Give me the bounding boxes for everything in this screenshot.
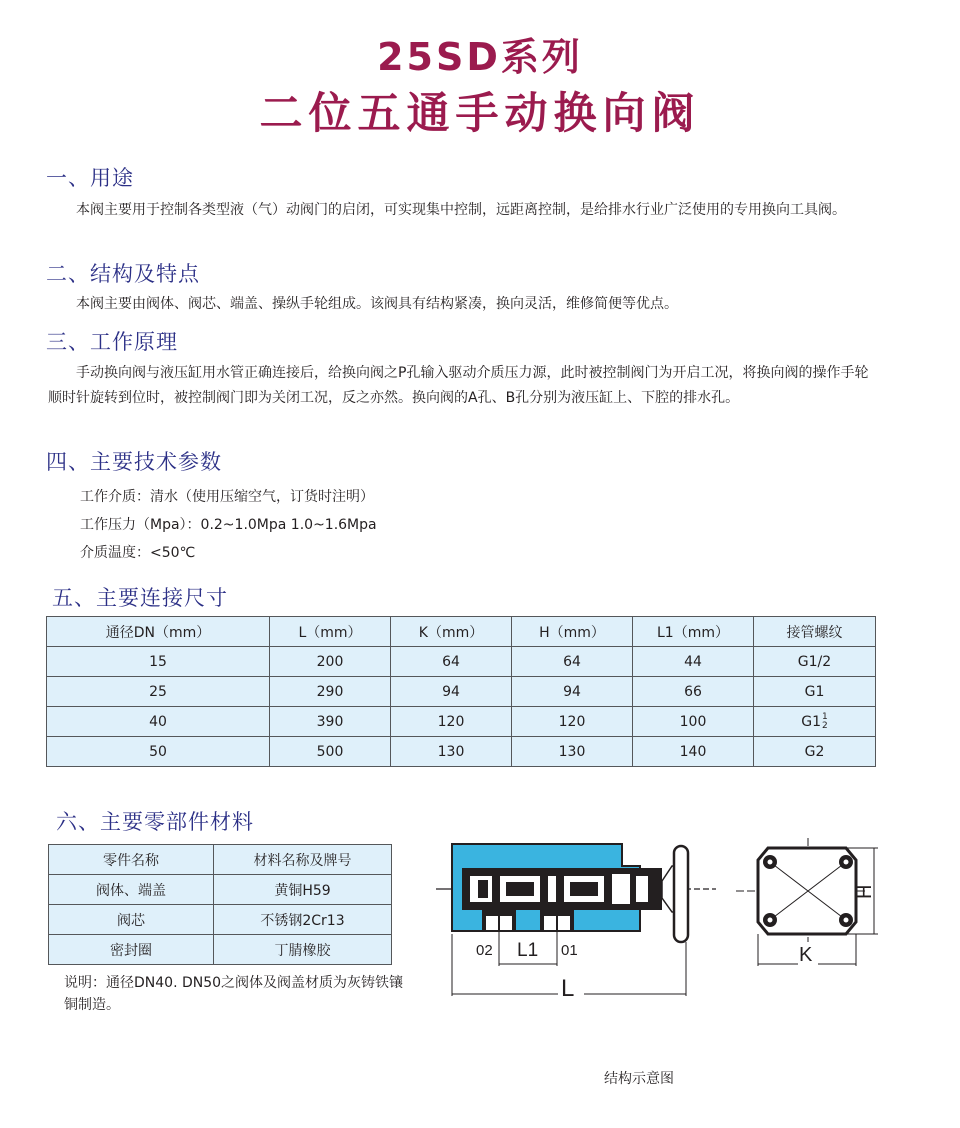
table-header-row xyxy=(47,617,876,647)
column-header: H（mm） xyxy=(512,617,633,647)
table-cell: 阀体、端盖 xyxy=(49,875,214,905)
table-cell: 130 xyxy=(391,737,512,767)
table-cell: 130 xyxy=(512,737,633,767)
table-cell: 94 xyxy=(391,677,512,707)
table-cell: 100 xyxy=(633,707,754,737)
column-header: K（mm） xyxy=(391,617,512,647)
column-header: L（mm） xyxy=(270,617,391,647)
fraction-numerator: 1 xyxy=(822,711,828,722)
table-cell: 390 xyxy=(270,707,391,737)
table-cell: 15 xyxy=(47,647,270,677)
table-cell: 64 xyxy=(391,647,512,677)
series-title: 25SD系列 xyxy=(377,35,583,79)
table-cell: 66 xyxy=(633,677,754,707)
product-title: 二位五通手动换向阀 xyxy=(259,89,701,139)
materials-note: 说明：通径DN40. DN50之阀体及阀盖材质为灰铸铁镶铜制造。 xyxy=(64,975,404,1013)
table-cell: G1/2 xyxy=(754,647,876,677)
diagram-caption: 结构示意图 xyxy=(604,1071,674,1087)
table-cell: 94 xyxy=(512,677,633,707)
heading-materials: 六、主要零部件材料 xyxy=(56,810,254,834)
table-row xyxy=(47,707,876,737)
table-cell: 120 xyxy=(512,707,633,737)
table-row xyxy=(49,875,392,905)
table-cell: 阀芯 xyxy=(49,905,214,935)
heading-structure: 二、结构及特点 xyxy=(46,262,200,286)
principle-text: 手动换向阀与液压缸用水管正确连接后，给换向阀之P孔输入驱动介质压力源，此时被控制阀门为开启工况，将换向阀的操作手轮顺时针旋转到位时，被控制阀门即为关闭工况，反之亦然。换向阀的A孔、B孔分别为液压缸上、下腔的排水孔。 xyxy=(48,365,869,406)
h-dimension-label: H xyxy=(854,884,876,899)
port-01-label: 01 xyxy=(561,942,578,959)
table-cell: 密封圈 xyxy=(49,935,214,965)
valve-side-view-diagram xyxy=(430,836,720,1002)
heading-principle: 三、工作原理 xyxy=(46,330,178,354)
table-row xyxy=(47,647,876,677)
heading-dimensions: 五、主要连接尺寸 xyxy=(52,586,228,610)
dimensions-table xyxy=(46,616,876,767)
table-row xyxy=(47,737,876,767)
thread-fraction xyxy=(822,713,828,731)
table-cell: 不锈钢2Cr13 xyxy=(214,905,392,935)
table-cell: 200 xyxy=(270,647,391,677)
l-dimension-label: L xyxy=(561,975,575,1002)
param-pressure: 工作压力（Mpa）：0.2~1.0Mpa 1.0~1.6Mpa xyxy=(80,517,377,533)
param-temperature: 介质温度：<50℃ xyxy=(80,545,196,561)
table-cell: 丁腈橡胶 xyxy=(214,935,392,965)
table-cell: 黄铜H59 xyxy=(214,875,392,905)
table-cell-thread-fraction xyxy=(754,707,876,737)
table-cell: 25 xyxy=(47,677,270,707)
table-cell: 140 xyxy=(633,737,754,767)
column-header: 接管螺纹 xyxy=(754,617,876,647)
table-cell: 500 xyxy=(270,737,391,767)
materials-table xyxy=(48,844,392,965)
table-cell: 50 xyxy=(47,737,270,767)
column-header: 零件名称 xyxy=(49,845,214,875)
valve-end-view-diagram xyxy=(736,834,886,970)
column-header: 材料名称及牌号 xyxy=(214,845,392,875)
column-header: 通径DN（mm） xyxy=(47,617,270,647)
heading-usage: 一、用途 xyxy=(46,166,134,190)
usage-text: 本阀主要用于控制各类型液（气）动阀门的启闭，可实现集中控制，远距离控制，是给排水行业广泛使用的专用换向工具阀。 xyxy=(76,202,846,218)
table-row xyxy=(47,677,876,707)
table-cell: 40 xyxy=(47,707,270,737)
k-dimension-label: K xyxy=(799,944,813,966)
thread-whole: G1 xyxy=(801,713,822,730)
heading-params: 四、主要技术参数 xyxy=(46,450,222,474)
column-header: L1（mm） xyxy=(633,617,754,647)
table-cell: G1 xyxy=(754,677,876,707)
table-cell: 64 xyxy=(512,647,633,677)
table-cell: 290 xyxy=(270,677,391,707)
table-cell: G2 xyxy=(754,737,876,767)
table-row xyxy=(49,905,392,935)
table-row xyxy=(49,935,392,965)
port-02-label: 02 xyxy=(476,942,493,959)
fraction-denominator: 2 xyxy=(822,720,828,731)
l1-dimension-label: L1 xyxy=(517,940,539,961)
table-cell: 120 xyxy=(391,707,512,737)
table-header-row xyxy=(49,845,392,875)
table-cell: 44 xyxy=(633,647,754,677)
structure-text: 本阀主要由阀体、阀芯、端盖、操纵手轮组成。该阀具有结构紧凑，换向灵活，维修简便等优点。 xyxy=(76,296,678,312)
param-medium: 工作介质：清水（使用压缩空气，订货时注明） xyxy=(80,489,374,505)
